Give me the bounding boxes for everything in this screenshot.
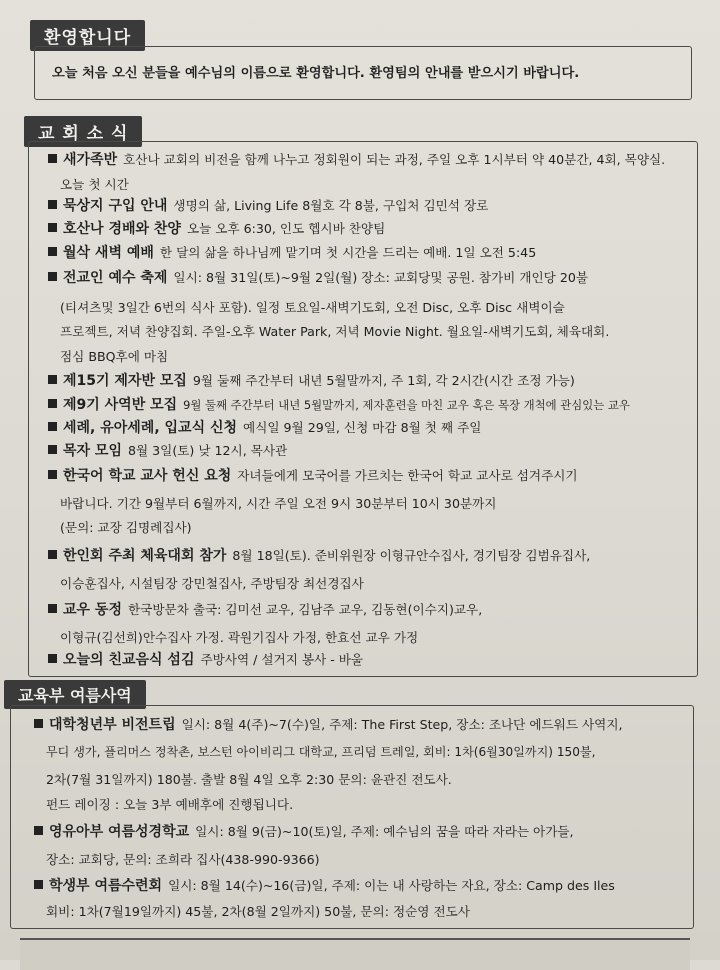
bullet-square-icon [48,604,57,613]
welcome-text: 오늘 처음 오신 분들을 예수님의 이름으로 환영합니다. 환영팀의 안내를 받으시기 바랍니다. [52,66,580,81]
list-item: 묵상지 구입 안내 생명의 삶, Living Life 8월호 각 8불, 구입처 김민석 장로 [48,196,488,216]
bullet-square-icon [34,880,43,889]
list-item: 한인회 주최 체육대회 참가 8월 18일(토). 준비위원장 이형규안수집사, 경기팀장 김범유집사, [48,546,590,566]
list-item: 월삭 새벽 예배 한 달의 삶을 하나님께 맡기며 첫 시간을 드리는 예배. 1일 오전 5:45 [48,243,536,263]
list-item: 새가족반 호산나 교회의 비전을 함께 나누고 정회원이 되는 과정, 주일 오후 1시부터 약 40분간, 4회, 목양실. [48,150,665,170]
item-continuation: (티셔츠및 3일간 6번의 식사 포함). 일정 토요일-새벽기도회, 오전 Disc, 오후 Disc 새벽이슬 [60,300,565,315]
list-item: 한국어 학교 교사 헌신 요청 자녀들에게 모국어를 가르치는 한국어 학교 교사로 섬겨주시기 [48,466,578,486]
item-continuation: 이승훈집사, 시설팀장 강민철집사, 주방팀장 최선경집사 [60,576,364,591]
church-news-heading: 교 회 소 식 [24,116,142,147]
bullet-square-icon [48,422,57,431]
bullet-square-icon [48,375,57,384]
bullet-square-icon [48,654,57,663]
list-item: 제15기 제자반 모집 9월 둘째 주간부터 내년 5월말까지, 주 1회, 각 2시간(시간 조정 가능) [48,371,575,391]
list-item: 세례, 유아세례, 입교식 신청 예식일 9월 29일, 신청 마감 8월 첫 째 주일 [48,418,481,438]
bullet-square-icon [48,470,57,479]
list-item: 대학청년부 비전트립 일시: 8월 4(주)~7(수)일, 주제: The First Step, 장소: 조나단 에드워드 사역지, [34,715,623,735]
item-continuation: 오늘 첫 시간 [60,177,129,192]
bullet-square-icon [34,719,43,728]
item-continuation: 프로젝트, 저녁 찬양집회. 주일-오후 Water Park, 저녁 Movie Night. 월요일-새벽기도회, 체육대회. [60,324,610,339]
list-item: 오늘의 친교음식 섬김 주방사역 / 설거지 봉사 - 바울 [48,650,363,670]
bullet-square-icon [48,445,57,454]
list-item: 제9기 사역반 모집 9월 둘째 주간부터 내년 5월말까지, 제자훈련을 마친 교우 혹은 목장 개척에 관심있는 교우 [48,395,630,415]
list-item: 학생부 여름수련회 일시: 8월 14(수)~16(금)일, 주제: 이는 내 사랑하는 자요, 장소: Camp des Iles [34,876,615,896]
list-item: 교우 동정 한국방문차 출국: 김미선 교우, 김남주 교우, 김동현(이수지)교우, [48,600,482,620]
list-item: 영유아부 여름성경학교 일시: 8월 9(금)~10(토)일, 주제: 예수님의 꿈을 따라 자라는 아가들, [34,822,574,842]
item-continuation: (문의: 교장 김명례집사) [60,520,192,535]
education-heading: 교육부 여름사역 [4,680,146,709]
bullet-square-icon [48,272,57,281]
bullet-square-icon [48,247,57,256]
item-continuation: 이형규(김선희)안수집사 가정. 곽원기집사 가정, 한효선 교우 가정 [60,630,419,645]
bullet-square-icon [48,550,57,559]
bullet-square-icon [34,826,43,835]
bullet-square-icon [48,200,57,209]
item-continuation: 2차(7월 31일까지) 180불. 출발 8월 4일 오후 2:30 문의: 윤관진 전도사. [46,772,452,787]
welcome-heading: 환영합니다 [30,20,145,51]
item-continuation: 펀드 레이징 : 오늘 3부 예배후에 진행됩니다. [46,797,294,812]
list-item: 호산나 경배와 찬양 오늘 오후 6:30, 인도 헵시바 찬양팀 [48,219,385,239]
item-continuation: 회비: 1차(7월19일까지) 45불, 2차(8월 2일까지) 50불, 문의: 정순영 전도사 [46,904,470,919]
list-item: 전교인 예수 축제 일시: 8월 31일(토)~9월 2일(월) 장소: 교회당및 공원. 참가비 개인당 20불 [48,268,588,288]
list-item: 목자 모임 8월 3일(토) 낮 12시, 목사관 [48,441,287,461]
item-continuation: 바랍니다. 기간 9월부터 6월까지, 시간 주일 오전 9시 30분부터 10시 30분까지 [60,496,497,511]
bullet-square-icon [48,154,57,163]
cut-off-next-section [20,938,690,970]
bullet-square-icon [48,399,57,408]
item-continuation: 장소: 교회당, 문의: 조희라 집사(438-990-9366) [46,852,320,867]
item-continuation: 무디 생가, 플리머스 정착촌, 보스턴 아이비리그 대학교, 프리덤 트레일, 회비: 1차(6월30일까지) 150불, [46,745,596,759]
bullet-square-icon [48,223,57,232]
item-continuation: 점심 BBQ후에 마침 [60,349,169,364]
